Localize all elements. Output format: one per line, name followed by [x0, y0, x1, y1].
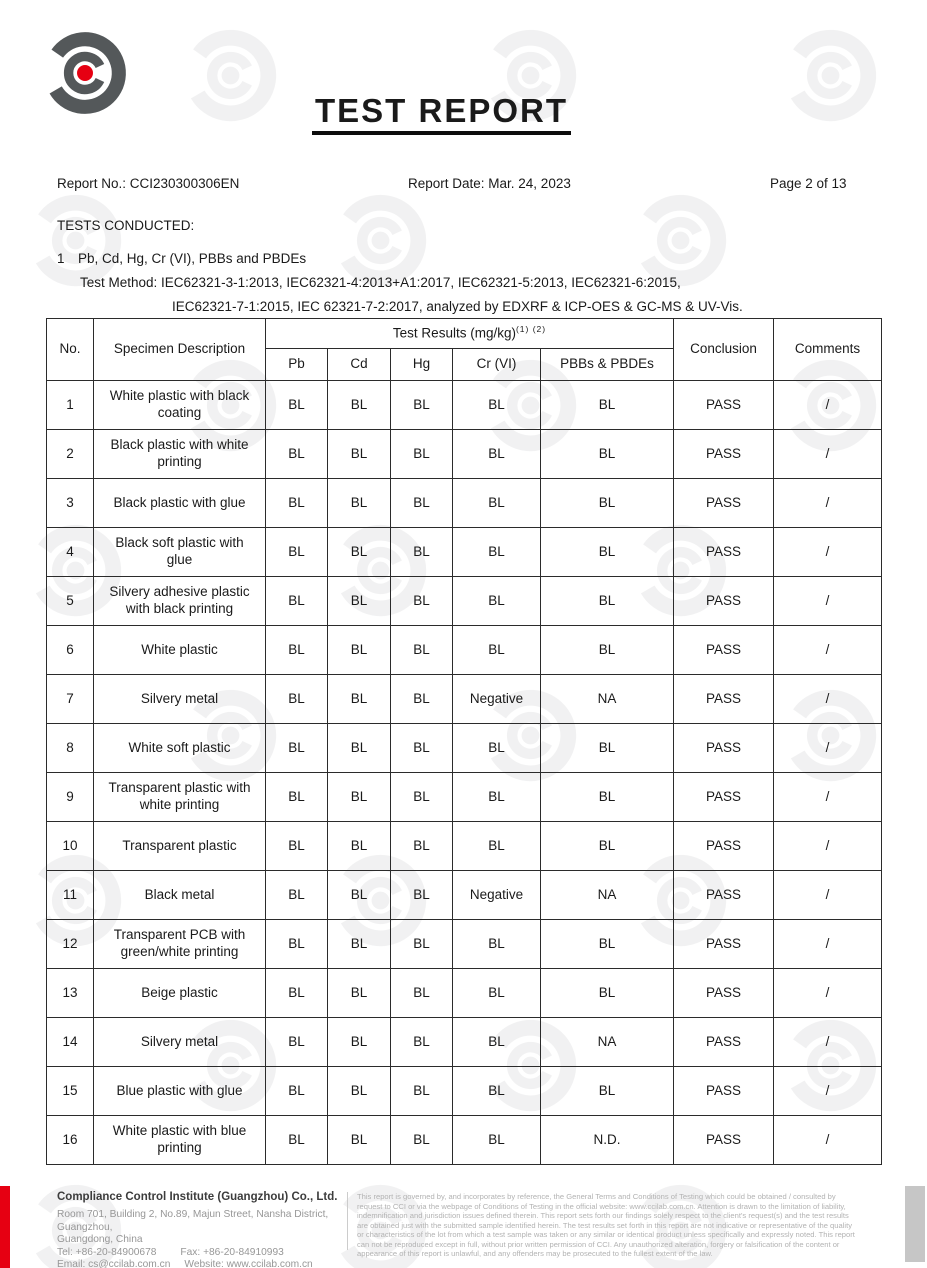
cell-no: 16 [47, 1116, 94, 1165]
company-address-line-2: Guangdong, China [57, 1234, 143, 1245]
cell-no: 14 [47, 1018, 94, 1067]
table-row [47, 1116, 882, 1165]
cell-pb: BL [266, 479, 328, 528]
cell-pbb: BL [541, 381, 674, 430]
cell-pbb: BL [541, 577, 674, 626]
cell-conclusion: PASS [674, 626, 774, 675]
table-row [47, 822, 882, 871]
cell-cd: BL [328, 430, 391, 479]
table-row [47, 969, 882, 1018]
cell-conclusion: PASS [674, 1018, 774, 1067]
test-results-table [46, 318, 882, 1165]
cell-specimen: Silvery metal [94, 675, 266, 724]
cell-no: 15 [47, 1067, 94, 1116]
table-row [47, 724, 882, 773]
cell-cr: BL [453, 724, 541, 773]
cell-cr: Negative [453, 871, 541, 920]
cell-comments: / [774, 1067, 882, 1116]
cell-no: 13 [47, 969, 94, 1018]
cell-comments: / [774, 871, 882, 920]
cell-hg: BL [391, 626, 453, 675]
table-row [47, 773, 882, 822]
cell-specimen: White plastic [94, 626, 266, 675]
cci-logo-icon [38, 26, 132, 120]
cell-conclusion: PASS [674, 773, 774, 822]
test-results-footnote-ref: (1) (2) [515, 324, 547, 335]
cell-specimen: Blue plastic with glue [94, 1067, 266, 1116]
cell-pb: BL [266, 920, 328, 969]
table-row [47, 381, 882, 430]
cell-pb: BL [266, 430, 328, 479]
cell-cr: BL [453, 969, 541, 1018]
company-email-website [57, 1259, 349, 1268]
cell-conclusion: PASS [674, 822, 774, 871]
cell-cd: BL [328, 479, 391, 528]
cell-pb: BL [266, 1067, 328, 1116]
cell-no: 10 [47, 822, 94, 871]
footer-divider [347, 1192, 348, 1250]
cell-pbb: BL [541, 1067, 674, 1116]
cell-conclusion: PASS [674, 381, 774, 430]
cell-specimen: White soft plastic [94, 724, 266, 773]
cell-pb: BL [266, 969, 328, 1018]
cell-conclusion: PASS [674, 920, 774, 969]
cell-no: 9 [47, 773, 94, 822]
cell-comments: / [774, 430, 882, 479]
cell-cd: BL [328, 920, 391, 969]
cell-no: 8 [47, 724, 94, 773]
cell-pb: BL [266, 626, 328, 675]
cell-comments: / [774, 1116, 882, 1165]
cell-comments: / [774, 528, 882, 577]
cell-pb: BL [266, 577, 328, 626]
cell-pbb: NA [541, 1018, 674, 1067]
cell-no: 1 [47, 381, 94, 430]
cell-no: 2 [47, 430, 94, 479]
col-header-pbb: PBBs & PBDEs [541, 349, 674, 381]
cell-specimen: White plastic with black coating [94, 381, 266, 430]
table-row [47, 871, 882, 920]
cell-conclusion: PASS [674, 430, 774, 479]
cell-hg: BL [391, 773, 453, 822]
cell-pbb: BL [541, 773, 674, 822]
cell-pbb: N.D. [541, 1116, 674, 1165]
table-row [47, 577, 882, 626]
cell-no: 6 [47, 626, 94, 675]
cell-pbb: BL [541, 920, 674, 969]
test-item-line [57, 251, 306, 266]
cell-no: 12 [47, 920, 94, 969]
cell-specimen: White plastic with blue printing [94, 1116, 266, 1165]
tests-conducted-heading: TESTS CONDUCTED: [57, 218, 195, 233]
cell-comments: / [774, 724, 882, 773]
cell-cd: BL [328, 969, 391, 1018]
cell-comments: / [774, 822, 882, 871]
cell-pb: BL [266, 528, 328, 577]
cell-cr: BL [453, 528, 541, 577]
table-row [47, 1018, 882, 1067]
table-row [47, 479, 882, 528]
cell-cd: BL [328, 1116, 391, 1165]
cell-hg: BL [391, 675, 453, 724]
col-header-hg: Hg [391, 349, 453, 381]
footer-red-accent-bar [0, 1186, 10, 1268]
table-row [47, 430, 882, 479]
cell-pb: BL [266, 381, 328, 430]
page-title: TEST REPORT [312, 92, 571, 135]
company-info [57, 1191, 349, 1268]
cell-comments: / [774, 1018, 882, 1067]
cell-cd: BL [328, 381, 391, 430]
cell-conclusion: PASS [674, 479, 774, 528]
cell-conclusion: PASS [674, 969, 774, 1018]
table-row [47, 528, 882, 577]
cell-hg: BL [391, 1116, 453, 1165]
cell-specimen: Black metal [94, 871, 266, 920]
cell-hg: BL [391, 871, 453, 920]
cell-specimen: Transparent PCB with green/white printing [94, 920, 266, 969]
cell-conclusion: PASS [674, 675, 774, 724]
cell-comments: / [774, 479, 882, 528]
cell-specimen: Black plastic with white printing [94, 430, 266, 479]
cell-conclusion: PASS [674, 577, 774, 626]
company-tel: Tel: +86-20-84900678 [57, 1246, 157, 1258]
cell-specimen: Beige plastic [94, 969, 266, 1018]
cell-pbb: BL [541, 724, 674, 773]
company-email: Email: cs@ccilab.com.cn [57, 1259, 171, 1268]
watermark-logo-icon [178, 23, 283, 128]
table-header-row-1 [47, 319, 882, 349]
cell-cr: Negative [453, 675, 541, 724]
cell-specimen: Silvery metal [94, 1018, 266, 1067]
cell-pb: BL [266, 871, 328, 920]
cell-pbb: BL [541, 969, 674, 1018]
col-header-cd: Cd [328, 349, 391, 381]
cell-no: 5 [47, 577, 94, 626]
cell-hg: BL [391, 430, 453, 479]
report-number: Report No.: CCI230300306EN [57, 176, 240, 191]
cell-comments: / [774, 773, 882, 822]
cell-cd: BL [328, 822, 391, 871]
page-indicator: Page 2 of 13 [770, 176, 847, 191]
cell-conclusion: PASS [674, 871, 774, 920]
col-header-conclusion: Conclusion [674, 319, 774, 381]
cell-cr: BL [453, 1067, 541, 1116]
cell-hg: BL [391, 528, 453, 577]
cell-hg: BL [391, 969, 453, 1018]
test-method-line-1: Test Method: IEC62321-3-1:2013, IEC62321-4:2013+A1:2017, IEC62321-5:2013, IEC62321-6:2015, [80, 275, 681, 290]
cell-cd: BL [328, 724, 391, 773]
cell-conclusion: PASS [674, 724, 774, 773]
test-item-title: Pb, Cd, Hg, Cr (VI), PBBs and PBDEs [78, 251, 307, 266]
cell-conclusion: PASS [674, 1067, 774, 1116]
cell-pbb: NA [541, 675, 674, 724]
cell-cd: BL [328, 577, 391, 626]
watermark-logo-icon [778, 23, 883, 128]
cell-comments: / [774, 675, 882, 724]
cell-cd: BL [328, 626, 391, 675]
cell-pbb: BL [541, 822, 674, 871]
footer [0, 1184, 927, 1268]
cell-cd: BL [328, 1067, 391, 1116]
cell-cr: BL [453, 626, 541, 675]
table-row [47, 675, 882, 724]
cell-cd: BL [328, 773, 391, 822]
cell-pbb: BL [541, 528, 674, 577]
cell-cd: BL [328, 1018, 391, 1067]
cell-pb: BL [266, 1116, 328, 1165]
cell-hg: BL [391, 920, 453, 969]
cell-conclusion: PASS [674, 528, 774, 577]
cell-specimen: Black plastic with glue [94, 479, 266, 528]
cell-comments: / [774, 920, 882, 969]
cell-cr: BL [453, 773, 541, 822]
cell-cr: BL [453, 1116, 541, 1165]
cell-pb: BL [266, 1018, 328, 1067]
cell-cr: BL [453, 577, 541, 626]
cell-comments: / [774, 969, 882, 1018]
cell-cr: BL [453, 920, 541, 969]
cell-cd: BL [328, 675, 391, 724]
cell-hg: BL [391, 381, 453, 430]
cell-pbb: BL [541, 430, 674, 479]
company-fax: Fax: +86-20-84910993 [180, 1246, 284, 1258]
col-header-specimen: Specimen Description [94, 319, 266, 381]
disclaimer-text: This report is governed by, and incorporates by reference, the General Terms and Conditions of Testing which could be obtained / consulted by request to CCI or via the webpage of Conditions of Testing in the official website: www.ccilab.com.cn. Attention is drawn to the limitation of liability, indemnification and jurisdiction issues defined therein. This report sets forth our findings solely respect to the client's request(s) and the test results are obtained just with the submitted sample identified herein. The test results set forth in this report are not indicative or representative of the quality or characteristics of the lot from which a test sample was taken or any similar or identical product unless specifically and expressly noted. This report can not be reproduced except in full, without prior written permission of CCI. Any unauthorized alteration, forgery or falsification of the content or appearance of this report is unlawful, and any offenders may be prosecuted to the fullest extent of the law. [357, 1192, 855, 1259]
cell-hg: BL [391, 479, 453, 528]
cell-cr: BL [453, 381, 541, 430]
company-address-line-1: Room 701, Building 2, No.89, Majun Street, Nansha District, Guangzhou, [57, 1209, 329, 1233]
cell-comments: / [774, 577, 882, 626]
cell-specimen: Silvery adhesive plastic with black printing [94, 577, 266, 626]
cell-pb: BL [266, 724, 328, 773]
cell-pbb: BL [541, 479, 674, 528]
col-header-no: No. [47, 319, 94, 381]
table-row [47, 626, 882, 675]
cell-comments: / [774, 381, 882, 430]
col-header-test-results [266, 319, 674, 349]
cell-pb: BL [266, 773, 328, 822]
test-method-line-2: IEC62321-7-1:2015, IEC 62321-7-2:2017, analyzed by EDXRF & ICP-OES & GC-MS & UV-Vis. [172, 299, 743, 314]
cell-cd: BL [328, 871, 391, 920]
col-header-pb: Pb [266, 349, 328, 381]
cell-pb: BL [266, 675, 328, 724]
cell-specimen: Black soft plastic with glue [94, 528, 266, 577]
cell-cr: BL [453, 479, 541, 528]
cell-cr: BL [453, 1018, 541, 1067]
cell-specimen: Transparent plastic [94, 822, 266, 871]
table-row [47, 920, 882, 969]
company-tel-fax [57, 1247, 349, 1260]
cell-pbb: BL [541, 626, 674, 675]
cell-hg: BL [391, 1067, 453, 1116]
cell-no: 3 [47, 479, 94, 528]
cell-no: 11 [47, 871, 94, 920]
test-results-label: Test Results (mg/kg) [392, 325, 516, 341]
cell-hg: BL [391, 724, 453, 773]
company-name: Compliance Control Institute (Guangzhou) Co., Ltd. [57, 1191, 338, 1203]
cell-hg: BL [391, 1018, 453, 1067]
company-website: Website: www.ccilab.com.cn [184, 1259, 313, 1268]
cell-cr: BL [453, 430, 541, 479]
cell-pbb: NA [541, 871, 674, 920]
table-row [47, 1067, 882, 1116]
cell-cr: BL [453, 822, 541, 871]
cell-cd: BL [328, 528, 391, 577]
cell-pb: BL [266, 822, 328, 871]
footer-gray-accent-bar [905, 1186, 925, 1262]
cell-no: 4 [47, 528, 94, 577]
cell-comments: / [774, 626, 882, 675]
col-header-cr: Cr (VI) [453, 349, 541, 381]
cell-no: 7 [47, 675, 94, 724]
cell-specimen: Transparent plastic with white printing [94, 773, 266, 822]
cell-conclusion: PASS [674, 1116, 774, 1165]
report-date: Report Date: Mar. 24, 2023 [408, 176, 571, 191]
cell-hg: BL [391, 577, 453, 626]
test-item-number: 1 [57, 251, 65, 266]
col-header-comments: Comments [774, 319, 882, 381]
cell-hg: BL [391, 822, 453, 871]
